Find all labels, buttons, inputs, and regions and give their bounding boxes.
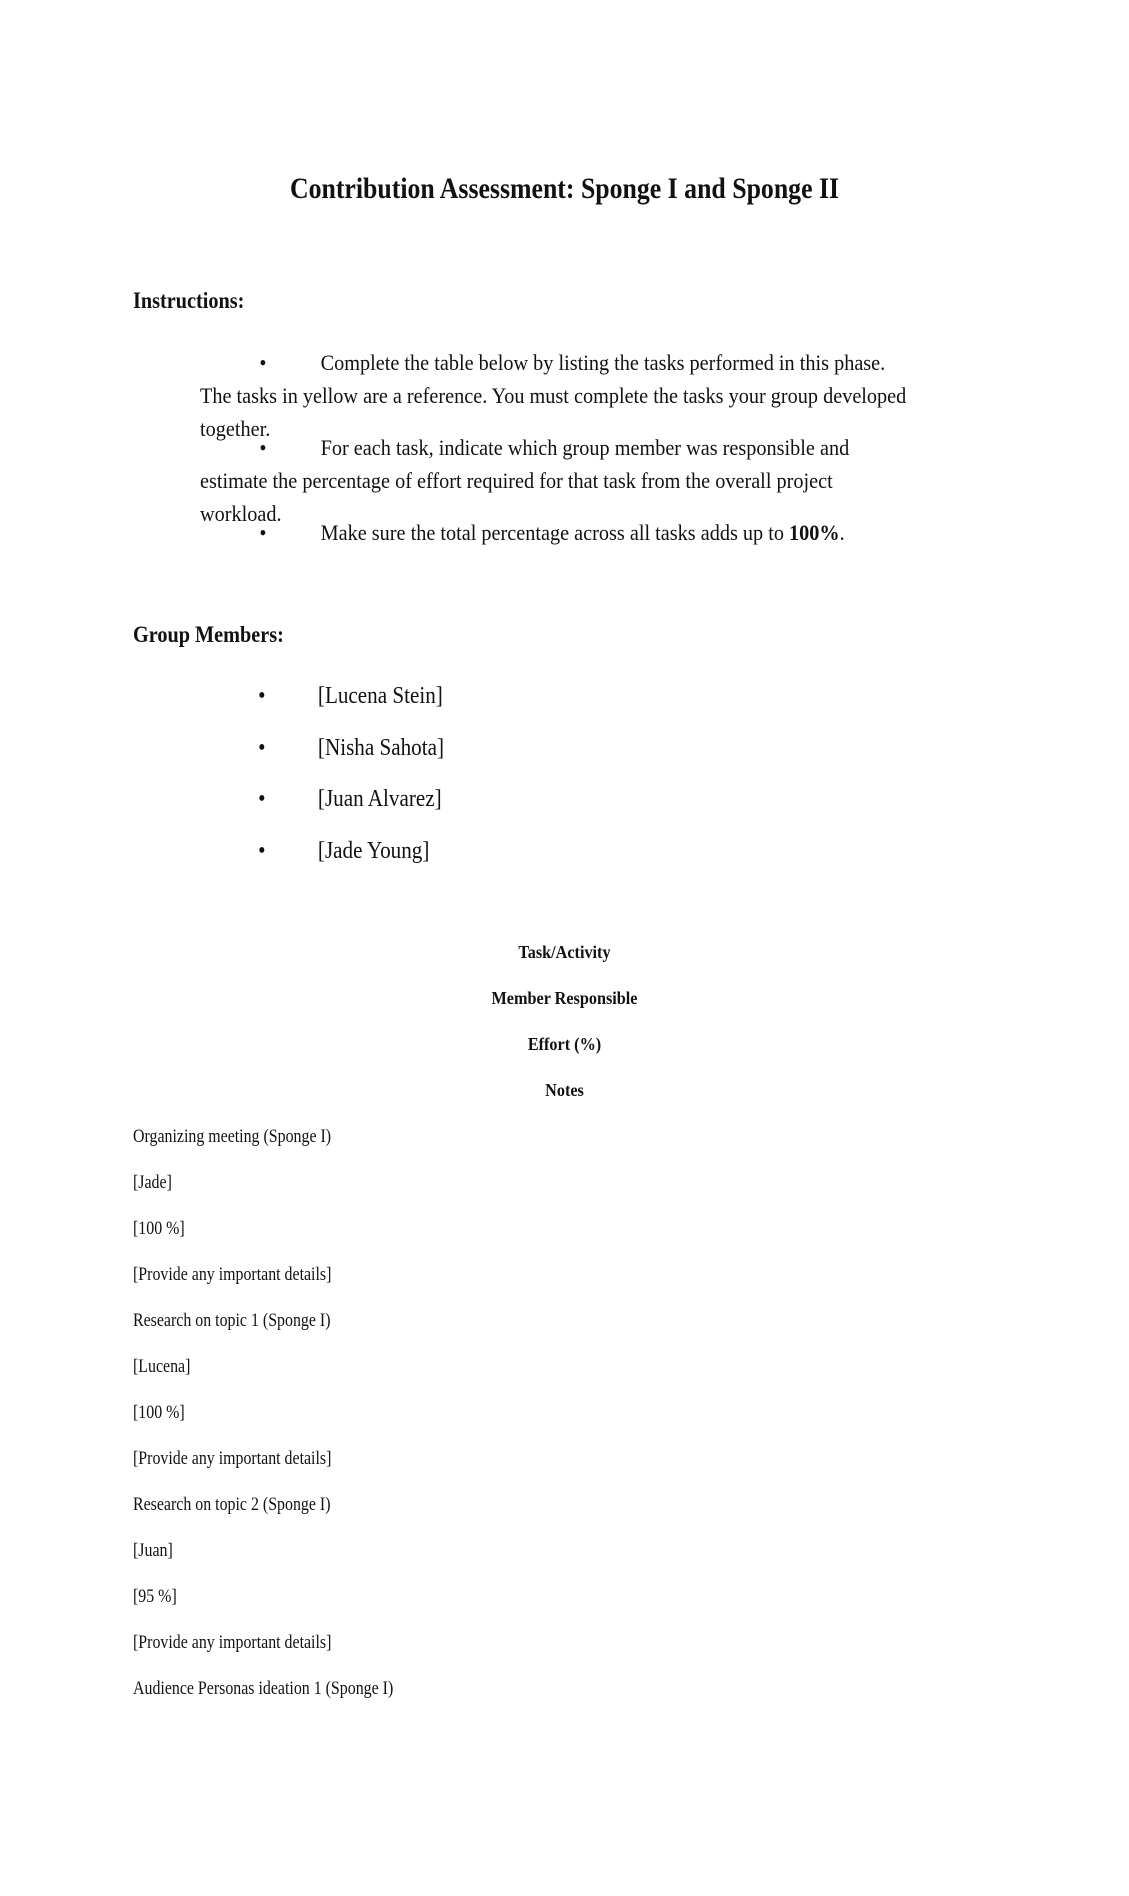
table-cell-member: [Juan] [133, 1541, 173, 1561]
table-header-member: Member Responsible [491, 988, 638, 1008]
table-header-task: Task/Activity [518, 942, 611, 962]
bullet-icon: • [258, 683, 266, 709]
table-cell-notes: [Provide any important details] [133, 1633, 332, 1653]
bullet-icon: • [259, 520, 267, 545]
instruction-text: For each task, indicate which group member was responsible and estimate the percentage of effort required for that task from the overall project workload. [200, 435, 850, 526]
member-list-item [200, 683, 443, 710]
bullet-icon: • [258, 735, 266, 761]
table-cell-task: Organizing meeting (Sponge I) [133, 1127, 332, 1147]
table-cell-member: [Lucena] [133, 1357, 191, 1377]
table-cell-task: Audience Personas ideation 1 (Sponge I) [133, 1679, 394, 1699]
instruction-text-end: . [839, 520, 845, 545]
table-cell-task: Research on topic 2 (Sponge I) [133, 1495, 331, 1515]
instruction-emphasis: 100% [789, 520, 840, 545]
table-header-notes: Notes [545, 1080, 584, 1100]
member-name: [Juan Alvarez] [317, 786, 442, 812]
table-cell-effort: [95 %] [133, 1587, 177, 1607]
bullet-icon: • [259, 435, 267, 460]
member-name: [Nisha Sahota] [317, 735, 445, 761]
member-list-item [200, 735, 444, 762]
group-members-heading: Group Members: [133, 622, 284, 647]
table-header-effort: Effort (%) [527, 1034, 602, 1054]
instruction-item [200, 516, 911, 549]
table-cell-notes: [Provide any important details] [133, 1265, 332, 1285]
table-cell-member: [Jade] [133, 1173, 172, 1193]
instruction-text: Make sure the total percentage across all tasks adds up to [320, 520, 790, 545]
table-cell-effort: [100 %] [133, 1403, 185, 1423]
member-list-item [200, 838, 429, 865]
page-title: Contribution Assessment: Sponge I and Sponge II [289, 172, 840, 205]
bullet-icon: • [258, 838, 266, 864]
table-cell-task: Research on topic 1 (Sponge I) [133, 1311, 331, 1331]
member-name: [Jade Young] [317, 838, 430, 864]
member-list-item [200, 786, 442, 813]
instructions-heading: Instructions: [133, 288, 245, 313]
member-name: [Lucena Stein] [317, 683, 443, 709]
instruction-text: Complete the table below by listing the tasks performed in this phase. The tasks in yellow are a reference. You must complete the tasks your group developed together. [200, 350, 907, 441]
bullet-icon: • [258, 786, 266, 812]
table-cell-notes: [Provide any important details] [133, 1449, 332, 1469]
bullet-icon: • [259, 350, 267, 375]
table-cell-effort: [100 %] [133, 1219, 185, 1239]
